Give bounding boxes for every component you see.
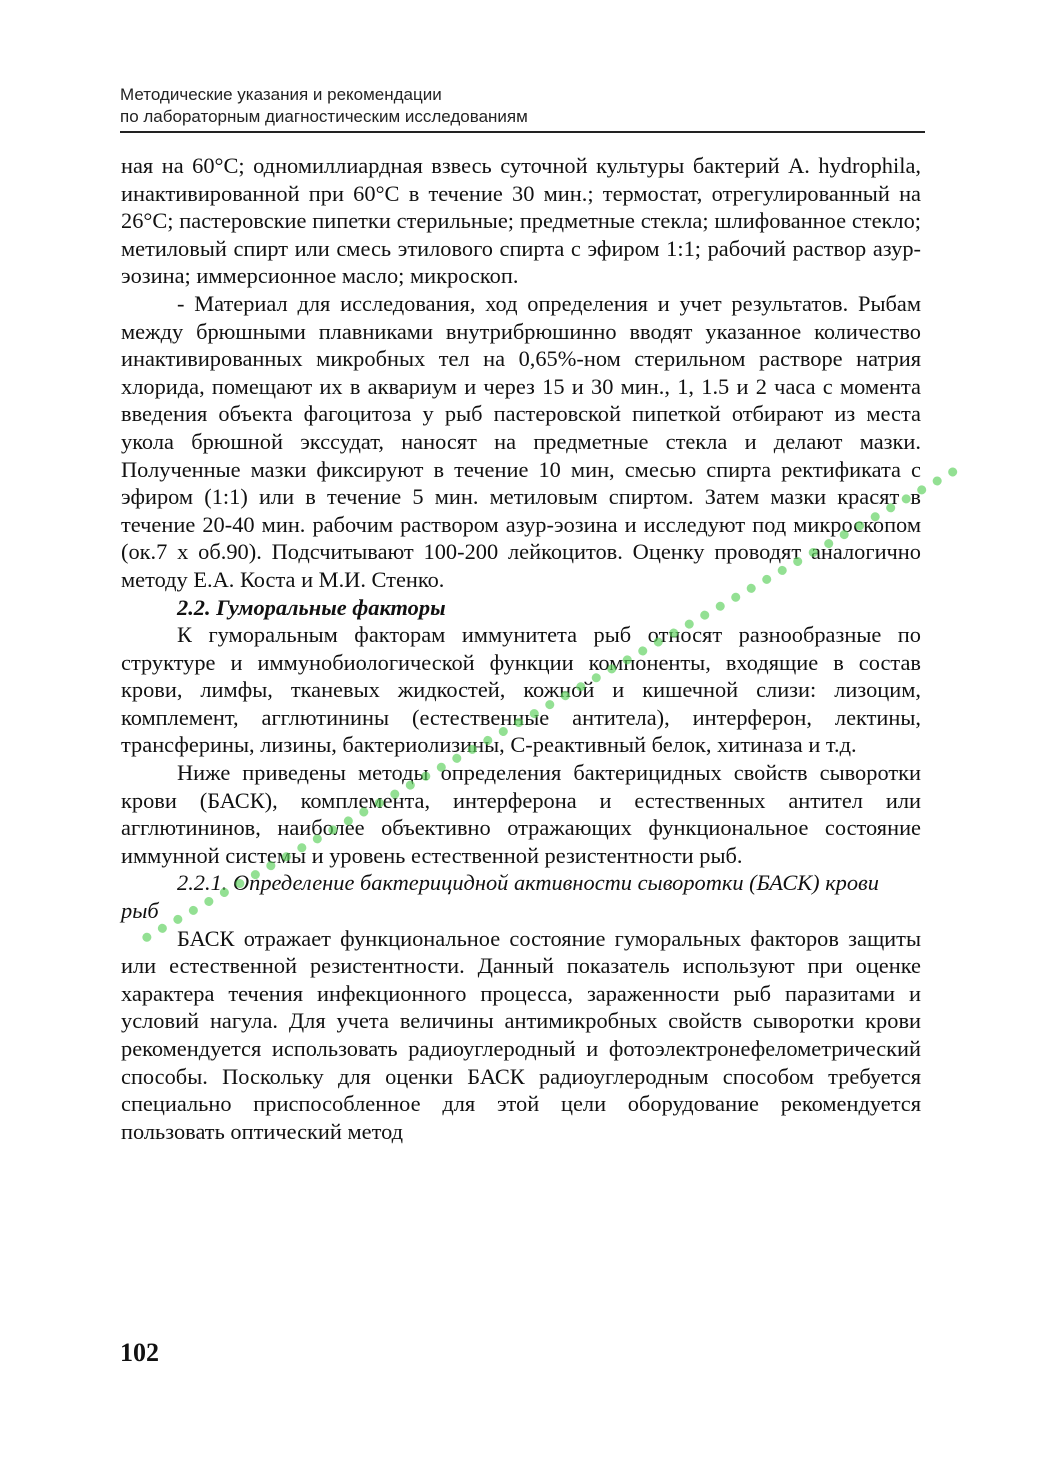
paragraph-procedure: - Материал для исследования, ход определения и учет результатов. Рыбам между брюшными плавниками внутрибрюшинно вводят указанное количество инактивированных микробных тел на 0,65%-ном стерильном растворе натрия хлорида, помещают их в аквариум и через 15 и 30 мин., 1, 1.5 и 2 часа с момента введения объекта фагоцитоза у рыб пастеровской пипеткой отбирают из места укола брюшной экссудат, наносят на предметные стекла и делают мазки. Полученные мазки фиксируют в течение 10 мин, смесью спирта ректификата с эфиром (1:1) или в течение 5 мин. метиловым спиртом. Затем мазки красят в течение 20-40 мин. рабочим раствором азур-эозина и исследуют под микроскопом (ок.7 х об.90). Подсчитывают 100-200 лейкоцитов. Оценку проводят аналогично методу Е.А. Коста и М.И. Стенко. xyxy=(121,290,921,592)
subsection-heading-bask: 2.2.1. Определение бактерицидной активности сыворотки (БАСК) крови рыб xyxy=(121,870,879,924)
page-body xyxy=(121,152,921,1145)
paragraph-bask-description: БАСК отражает функциональное состояние гуморальных факторов защиты или естественной резистентности. Данный показатель используют при оценке характера течения инфекционного процесса, зараженности рыб паразитами и условий нагула. Для учета величины антимикробных свойств сыворотки крови рекомендуется использовать радиоуглеродный и фотоэлектронефелометрический способы. Поскольку для оценки БАСК радиоуглеродным способом требуется специально приспособленное для этой цели оборудование рекомендуется пользовать оптический метод xyxy=(121,925,921,1144)
running-header-line-1: Методические указания и рекомендации xyxy=(120,85,442,104)
section-heading-humoral-factors: 2.2. Гуморальные факторы xyxy=(177,594,446,620)
page-number: 102 xyxy=(120,1338,159,1367)
paragraph-methods-overview: Ниже приведены методы определения бактерицидных свойств сыворотки крови (БАСК), комплемента, интерферона и естественных антител или агглютининов, наиболее объективно отражающих функциональное состояние иммунной системы и уровень естественной резистентности рыб. xyxy=(121,760,921,868)
running-header-line-2: по лабораторным диагностическим исследованиям xyxy=(120,107,528,126)
paragraph-continued-materials: ная на 60°С; одномиллиардная взвесь суточной культуры бактерий A. hydrophila, инактивированной при 60°С в течение 30 мин.; термостат, отрегулированный на 26°С; пастеровские пипетки стерильные; предметные стекла; шлифованное стекло; метиловый спирт или смесь этилового спирта с эфиром 1:1; рабочий раствор азур-эозина; иммерсионное масло; микроскоп. xyxy=(121,153,921,289)
paragraph-humoral-intro: К гуморальным факторам иммунитета рыб относят разнообразные по структуре и иммунобиологической функции компоненты, входящие в состав крови, лимфы, тканевых жидкостей, кожной и кишечной слизи: лизоцим, комплемент, агглютинины (естественные антитела), интерферон, лектины, трансферины, лизины, бактериолизины, С-реактивный белок, хитиназа и т.д. xyxy=(121,622,921,758)
running-header xyxy=(120,84,925,128)
header-rule xyxy=(120,131,925,133)
